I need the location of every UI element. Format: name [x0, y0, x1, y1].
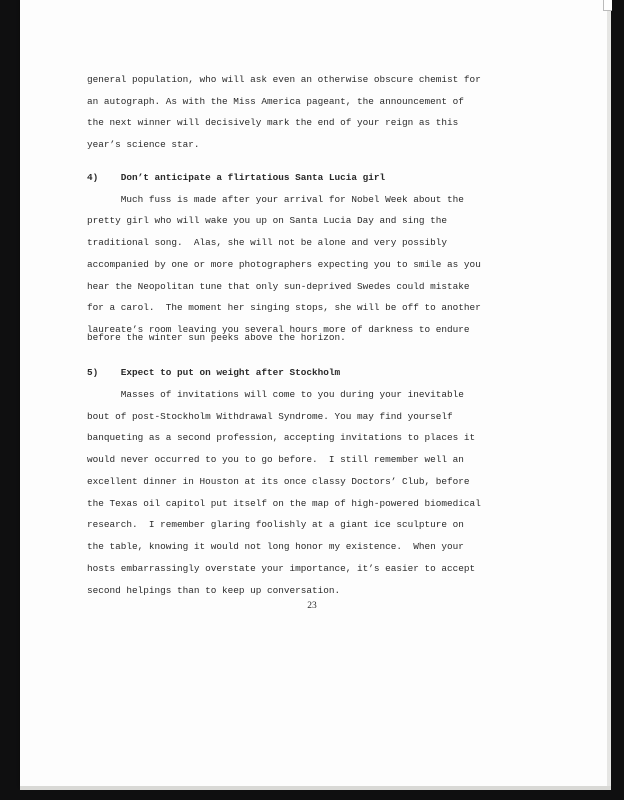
- text-line: bout of post-Stockholm Withdrawal Syndrome. You may find yourself: [87, 411, 453, 422]
- text-line: laureate’s room leaving you several hours more of darkness to endure: [87, 324, 470, 335]
- text-line: the Texas oil capitol put itself on the map of high-powered biomedical: [87, 498, 481, 509]
- section-heading-5: 5) Expect to put on weight after Stockholm: [87, 367, 341, 378]
- paper-edge-right: [607, 0, 611, 786]
- text-line: pretty girl who will wake you up on Santa Lucia Day and sing the: [87, 215, 448, 226]
- text-line: an autograph. As with the Miss America pageant, the announcement of: [87, 96, 464, 107]
- section-heading-4: 4) Don’t anticipate a flirtatious Santa Lucia girl: [87, 172, 386, 183]
- text-line: research. I remember glaring foolishly at a giant ice sculpture on: [87, 519, 464, 530]
- text-line: Masses of invitations will come to you during your inevitable: [87, 389, 464, 400]
- text-line: Much fuss is made after your arrival for Nobel Week about the: [87, 194, 464, 205]
- page-corner: [603, 0, 612, 11]
- paper-edge-bottom: [20, 786, 611, 790]
- text-line: general population, who will ask even an otherwise obscure chemist for: [87, 74, 481, 85]
- text-line: accompanied by one or more photographers expecting you to smile as you: [87, 259, 481, 270]
- text-line: for a carol. The moment her singing stops, she will be off to another: [87, 302, 481, 313]
- text-line: second helpings than to keep up conversation.: [87, 585, 341, 596]
- text-line: banqueting as a second profession, accepting invitations to places it: [87, 432, 476, 443]
- text-line: excellent dinner in Houston at its once classy Doctors’ Club, before: [87, 476, 470, 487]
- text-line: hosts embarrassingly overstate your importance, it’s easier to accept: [87, 563, 476, 574]
- text-line: traditional song. Alas, she will not be alone and very possibly: [87, 237, 448, 248]
- text-line: the table, knowing it would not long honor my existence. When your: [87, 541, 464, 552]
- text-line: the next winner will decisively mark the end of your reign as this: [87, 117, 459, 128]
- text-line: hear the Neopolitan tune that only sun-deprived Swedes could mistake: [87, 281, 470, 292]
- page-number: 23: [307, 601, 317, 611]
- text-line: before the winter sun peeks above the horizon.: [87, 332, 346, 343]
- text-line: would never occurred to you to go before. I still remember well an: [87, 454, 464, 465]
- text-line: year’s science star.: [87, 139, 200, 150]
